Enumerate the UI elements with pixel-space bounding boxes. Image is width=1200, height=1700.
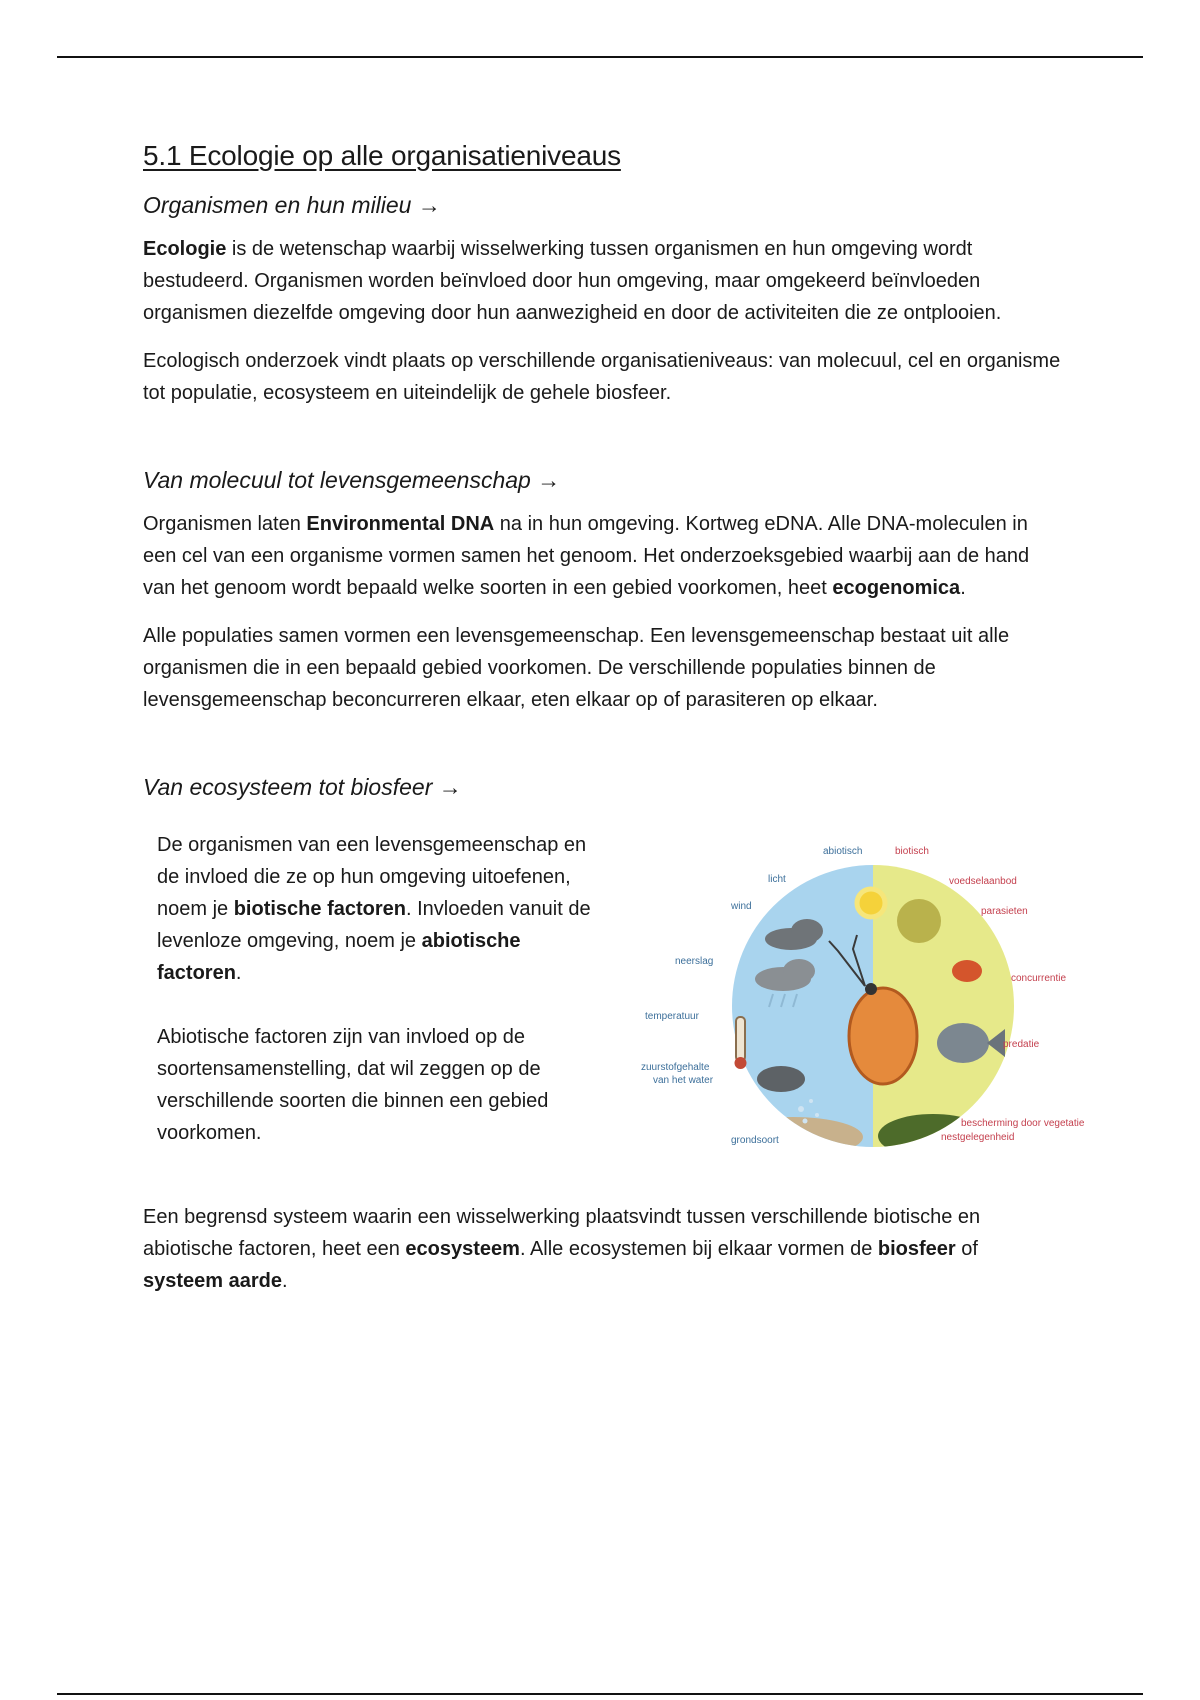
paragraph-text: Organismen laten: [143, 513, 307, 535]
page-title: 5.1 Ecologie op alle organisatieniveaus: [143, 140, 621, 171]
header-rule: [57, 56, 1143, 58]
sun-icon: [857, 889, 885, 917]
term-biotisch: biotische factoren: [233, 898, 406, 920]
abiotic-half: [732, 865, 873, 1147]
algae-icon: [897, 899, 941, 943]
paragraph-text: .: [235, 962, 242, 984]
arrow-icon: →: [438, 774, 462, 800]
label-zuurstofgehalte: zuurstofgehalte: [641, 1062, 710, 1073]
arrow-icon: →: [537, 467, 561, 493]
thermometer-bulb-icon: [735, 1057, 747, 1069]
label-parasieten: parasieten: [981, 906, 1028, 917]
subheading-milieu: [143, 192, 1063, 219]
label-predatie: predatie: [1003, 1039, 1040, 1050]
subheading-biosfeer: [143, 774, 1063, 801]
eye-icon: [865, 983, 877, 995]
subheading-levensgemeenschap: [143, 467, 1063, 494]
label-grondsoort: grondsoort: [731, 1135, 779, 1146]
paragraph-text: Een begrensd systeem waarin een wisselwerking plaatsvindt tussen verschillende biotische en abiotische factoren, heet een: [143, 1206, 981, 1260]
ecosystem-diagram: [633, 831, 1133, 1169]
paragraph-text: De organismen van een levensgemeenschap en de invloed die ze op hun omgeving uitoefenen, noem je: [157, 834, 587, 920]
term-biosfeer: biosfeer: [877, 1238, 956, 1260]
label-van-het-water: van het water: [653, 1075, 714, 1086]
paragraph: [143, 1201, 1063, 1297]
label-concurrentie: concurrentie: [1011, 973, 1067, 984]
label-neerslag: neerslag: [675, 956, 714, 967]
rock-icon: [757, 1066, 805, 1092]
label-bescherming: bescherming door vegetatie: [961, 1118, 1085, 1129]
label-abiotisch: abiotisch: [823, 846, 863, 857]
paragraph: [143, 508, 1063, 604]
label-wind: wind: [731, 901, 752, 912]
label-voedselaanbod: voedselaanbod: [949, 876, 1017, 887]
paragraph-text: na in hun omgeving. Kortweg eDNA. Alle DNA-moleculen in een cel van een organisme vormen samen het genoom. Het onderzoeksgebied waarbij aan de hand van het genoom wordt bepaald welke soorten in een gebied voorkomen, heet: [143, 513, 1030, 599]
water-flea-illustration: [849, 988, 917, 1084]
paragraph-text: . Invloeden vanuit de levenloze omgeving, noem je: [157, 898, 591, 952]
term-edna: Environmental DNA: [306, 513, 495, 535]
paragraph-text: . Alle ecosystemen bij elkaar vormen de: [519, 1238, 878, 1260]
label-biotisch: biotisch: [895, 846, 929, 857]
paragraph-text: of: [955, 1238, 978, 1260]
text-with-figure: [143, 829, 1085, 1179]
term-ecogenomica: ecogenomica: [832, 577, 961, 599]
parasite-icon: [952, 960, 982, 982]
paragraph-text: .: [960, 577, 966, 599]
paragraph: [157, 829, 607, 989]
arrow-icon: →: [417, 192, 441, 218]
document-body: [143, 140, 1085, 1313]
paragraph: [143, 233, 1063, 329]
subheading-text: Van ecosysteem tot biosfeer: [143, 774, 433, 800]
paragraph: Abiotische factoren zijn van invloed op de soortensamenstelling, dat wil zeggen op de verschillende soorten die binnen een gebied voorkomen.: [157, 1026, 549, 1144]
subheading-text: Organismen en hun milieu: [143, 192, 412, 218]
paragraph: Alle populaties samen vormen een levensgemeenschap. Een levensgemeenschap bestaat uit alle organismen die in een bepaald gebied voorkomen. De verschillende populaties binnen de levensgemeenschap beconcurreren elkaar, eten elkaar op of parasiteren op elkaar.: [143, 625, 1010, 711]
paragraph-text: .: [281, 1270, 288, 1292]
label-temperatuur: temperatuur: [645, 1011, 699, 1022]
term-abiotisch: abiotische factoren: [157, 930, 521, 984]
figure-caption-text: [157, 829, 607, 1149]
label-licht: licht: [768, 874, 786, 885]
subheading-text: Van molecuul tot levensgemeenschap: [143, 467, 531, 493]
footer-rule: [57, 1693, 1143, 1695]
label-nestgelegenheid: nestgelegenheid: [941, 1132, 1015, 1143]
paragraph-text: is de wetenschap waarbij wisselwerking tussen organismen en hun omgeving wordt bestudeerd. Organismen worden beïnvloed door hun omgeving, maar omgekeerd beïnvloeden organismen diezelfde omgeving door hun aanwezigheid en door de activiteiten die ze ontplooien.: [143, 238, 1002, 324]
term-systeem-aarde: systeem aarde: [143, 1270, 282, 1292]
term-ecologie: Ecologie: [143, 238, 227, 260]
term-ecosysteem: ecosysteem: [405, 1238, 520, 1260]
thermometer-icon: [736, 1017, 745, 1061]
paragraph: Ecologisch onderzoek vindt plaats op verschillende organisatieniveaus: van molecuul, cel en organisme tot populatie, ecosysteem en uiteindelijk de gehele biosfeer.: [143, 350, 1061, 404]
